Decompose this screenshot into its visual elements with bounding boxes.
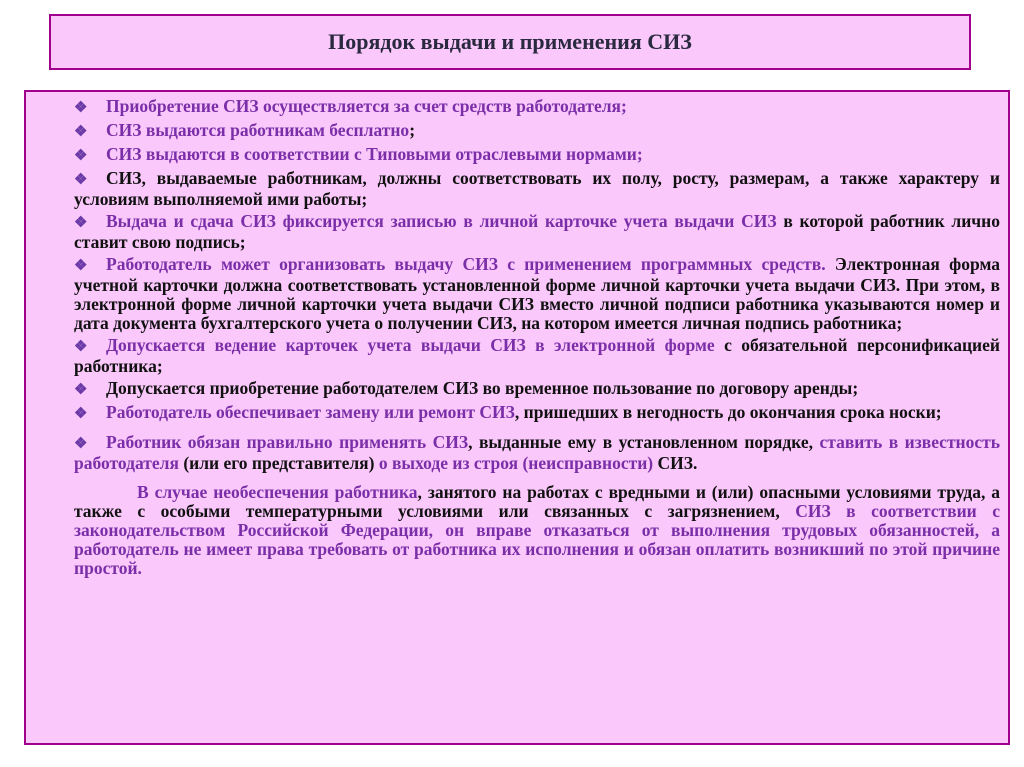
diamond-bullet-icon: ❖ <box>74 100 88 116</box>
list-item: ❖ Допускается приобретение работодателем СИЗ во временное пользование по договору аренды; <box>74 378 859 398</box>
list-item: ❖ Допускается ведение карточек учета выдачи СИЗ в электронной форме с обязательной персонификацией работника; <box>74 335 1000 376</box>
list-item: ❖ СИЗ выдаются в соответствии с Типовыми отраслевыми нормами; <box>74 144 643 164</box>
list-item: ❖ Приобретение СИЗ осуществляется за счет средств работодателя; <box>74 96 627 116</box>
list-item: ❖ Работодатель может организовать выдачу СИЗ с применением программных средств. Электронная форма учетной карточки должна соответствовать установленной форме личной карточки учета выдачи СИЗ. При этом, в электронной форме личной карточки учета выдачи СИЗ вместо личной подписи работника указываются номер и дата документа бухгалтерского учета о получении СИЗ, на котором имеется личная подпись работника; <box>74 254 1001 333</box>
diamond-bullet-icon: ❖ <box>74 124 88 140</box>
diamond-bullet-icon: ❖ <box>74 382 88 398</box>
title-box <box>49 14 971 70</box>
list-item: ❖ СИЗ выдаются работникам бесплатно; <box>74 120 416 140</box>
diamond-bullet-icon: ❖ <box>74 172 88 188</box>
diamond-bullet-icon: ❖ <box>74 215 88 231</box>
list-item: ❖ СИЗ, выдаваемые работникам, должны соответствовать их полу, росту, размерам, а также характеру и условиям выполняемой ими работы; <box>74 168 1000 209</box>
diamond-bullet-icon: ❖ <box>74 406 88 422</box>
content-text <box>74 97 1000 578</box>
content-box <box>24 90 1010 745</box>
diamond-bullet-icon: ❖ <box>74 436 88 452</box>
list-item: ❖ Выдача и сдача СИЗ фиксируется записью в личной карточке учета выдачи СИЗ в которой работник лично ставит свою подпись; <box>74 211 1000 252</box>
list-item: ❖ Работодатель обеспечивает замену или ремонт СИЗ, пришедших в негодность до окончания срока носки; <box>74 402 942 422</box>
diamond-bullet-icon: ❖ <box>74 258 88 274</box>
diamond-bullet-icon: ❖ <box>74 148 88 164</box>
diamond-bullet-icon: ❖ <box>74 339 88 355</box>
page-title: Порядок выдачи и применения СИЗ <box>328 29 692 54</box>
list-item-worker-duty: ❖ Работник обязан правильно применять СИЗ, выданные ему в установленном порядке, ставить в известность работодателя (или его представителя) о выходе из строя (неисправности) СИЗ. <box>74 432 1000 473</box>
final-paragraph: В случае необеспечения работника, занятого на работах с вредными и (или) опасными условиями труда, а также с особыми температурными условиями или связанных с загрязнением, СИЗ в соответствии с законодательством Российской Федерации, он вправе отказаться от выполнения трудовых обязанностей, а работодатель не имеет права требовать от работника их исполнения и обязан оплатить возникший по этой причине простой. <box>74 482 1000 578</box>
